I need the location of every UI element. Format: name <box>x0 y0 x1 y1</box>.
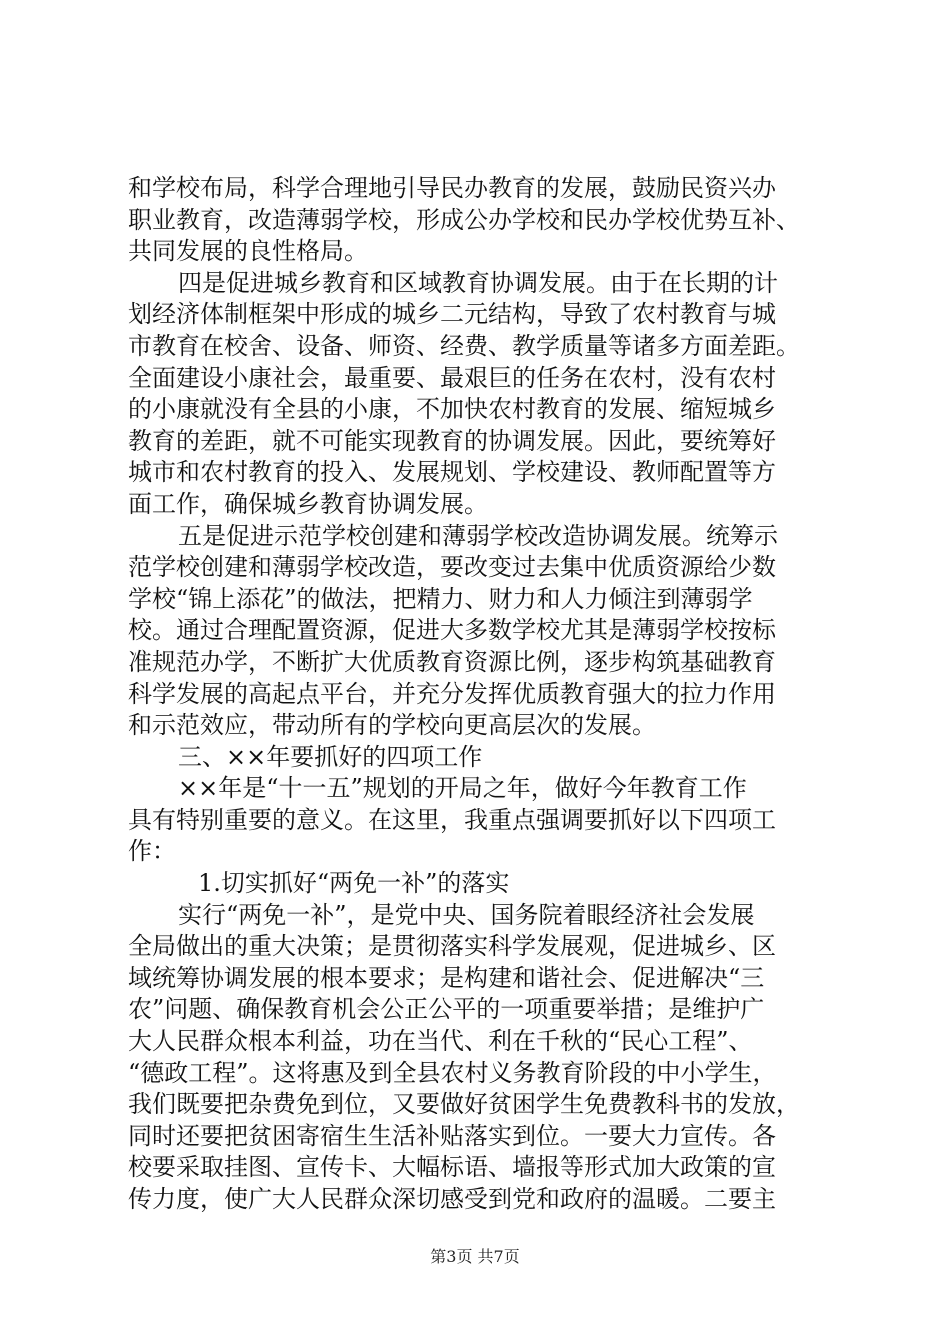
text-line: 同时还要把贫困寄宿生生活补贴落实到位。一要大力宣传。各 <box>128 1121 776 1150</box>
text-line: 具有特别重要的意义。在这里，我重点强调要抓好以下四项工 <box>128 805 776 834</box>
text-line: 划经济体制框架中形成的城乡二元结构，导致了农村教育与城 <box>128 300 776 329</box>
text-line: 五是促进示范学校创建和薄弱学校改造协调发展。统筹示 <box>178 521 778 550</box>
text-line: 城市和农村教育的投入、发展规划、学校建设、教师配置等方 <box>128 458 776 487</box>
text-line: ××年是“十一五”规划的开局之年，做好今年教育工作 <box>178 774 747 803</box>
page-footer: 第3页 共7页 <box>430 1247 520 1266</box>
text-line: 全局做出的重大决策；是贯彻落实科学发展观，促进城乡、区 <box>128 932 776 961</box>
text-line: 全面建设小康社会，最重要、最艰巨的任务在农村，没有农村 <box>128 363 776 392</box>
text-line: 1.切实抓好“两免一补”的落实 <box>198 869 510 898</box>
text-line: 准规范办学，不断扩大优质教育资源比例，逐步构筑基础教育 <box>128 647 776 676</box>
text-line: 面工作，确保城乡教育协调发展。 <box>128 489 488 518</box>
text-line: 大人民群众根本利益，功在当代、利在千秋的“民心工程”、 <box>128 1027 753 1056</box>
text-line: 和学校布局，科学合理地引导民办教育的发展，鼓励民资兴办 <box>128 174 776 202</box>
text-line: 共同发展的良性格局。 <box>128 237 368 266</box>
text-line: 教育的差距，就不可能实现教育的协调发展。因此，要统筹好 <box>128 426 776 455</box>
text-line: 校。通过合理配置资源，促进大多数学校尤其是薄弱学校按标 <box>128 616 776 645</box>
text-line: 域统筹协调发展的根本要求；是构建和谐社会、促进解决“三 <box>128 963 765 992</box>
text-line: 校要采取挂图、宣传卡、大幅标语、墙报等形式加大政策的宣 <box>128 1153 776 1182</box>
text-line: 和示范效应，带动所有的学校向更高层次的发展。 <box>128 711 656 740</box>
text-line: 职业教育，改造薄弱学校，形成公办学校和民办学校优势互补、 <box>128 205 800 234</box>
text-line: 三、××年要抓好的四项工作 <box>178 742 483 771</box>
text-line: 作： <box>128 837 176 866</box>
text-line: 我们既要把杂费免到位，又要做好贫困学生免费教科书的发放， <box>128 1090 800 1119</box>
text-line: 范学校创建和薄弱学校改造，要改变过去集中优质资源给少数 <box>128 553 776 582</box>
text-line: 学校“锦上添花”的做法，把精力、财力和人力倾注到薄弱学 <box>128 584 753 613</box>
text-line: 市教育在校舍、设备、师资、经费、教学质量等诸多方面差距。 <box>128 331 800 360</box>
text-line: 农”问题、确保教育机会公正公平的一项重要举措；是维护广 <box>128 995 765 1024</box>
document-body <box>128 173 828 1216</box>
text-line: 科学发展的高起点平台，并充分发挥优质教育强大的拉力作用 <box>128 679 776 708</box>
text-line: 实行“两免一补”，是党中央、国务院着眼经济社会发展 <box>178 900 755 929</box>
text-line: 传力度，使广大人民群众深切感受到党和政府的温暖。二要主 <box>128 1185 776 1213</box>
text-line: “德政工程”。这将惠及到全县农村义务教育阶段的中小学生， <box>128 1058 777 1087</box>
text-line: 四是促进城乡教育和区域教育协调发展。由于在长期的计 <box>178 268 778 297</box>
text-line: 的小康就没有全县的小康，不加快农村教育的发展、缩短城乡 <box>128 395 776 424</box>
